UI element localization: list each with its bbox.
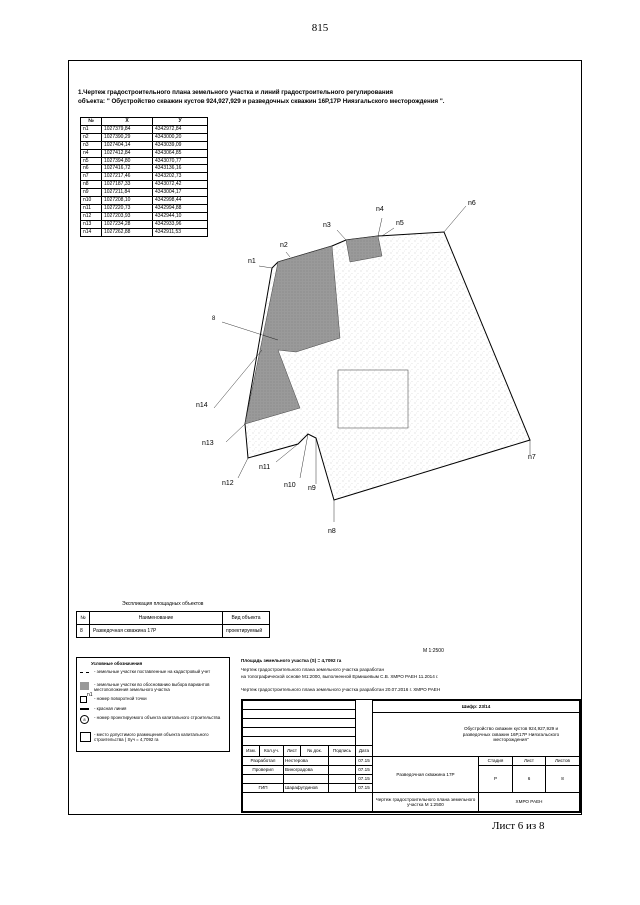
- point-label-n1: n1: [248, 258, 256, 265]
- expl-header-name: Наименование: [90, 612, 223, 625]
- coord-cell-point: n4: [81, 149, 102, 157]
- point-label-n14: n14: [196, 402, 208, 409]
- point-label-n8: n8: [328, 528, 336, 535]
- placement-symbol: [80, 732, 91, 742]
- stamp-date-3: 07.15: [355, 774, 373, 784]
- stamp-header-signature: Подпись: [328, 745, 356, 757]
- leader-n1: [259, 266, 272, 268]
- coord-cell-x: 1027203,93: [102, 212, 153, 220]
- stamp-drawing-name: Чертеж градостроительного плана земельного участка М 1:2500: [372, 792, 479, 812]
- stamp-sheets-value: 8: [545, 765, 580, 793]
- legend-text-variants: - земельные участки во обоснованию выбора вариантов местоположения земельного участка: [94, 682, 210, 692]
- point-label-n13: n13: [202, 440, 214, 447]
- point-label-n3: n3: [323, 222, 331, 229]
- point-label-n5: n5: [396, 220, 404, 227]
- legend-title: Условные обозначения: [91, 661, 143, 666]
- stamp-organization: ХМРО РАЕН: [478, 792, 580, 812]
- leader-n12: [238, 458, 248, 478]
- point-symbol-label: n1: [87, 692, 93, 698]
- info-line-2: на топографической основе М1:2000, выполненной Ермишевым С.В. ХМРО РАЕН 11.2014 г.: [241, 674, 439, 679]
- point-label-n2: n2: [280, 242, 288, 249]
- expl-cell-name: Разведочная скважина 17Р: [90, 625, 223, 638]
- coord-cell-point: n8: [81, 181, 102, 189]
- expl-cell-type: проектируемый: [223, 625, 270, 638]
- leader-n3: [337, 230, 346, 240]
- coord-cell-x: 1027234,28: [102, 220, 153, 228]
- coord-cell-x: 1027187,33: [102, 181, 153, 189]
- legend-text-placement: - место допустимого размещения объекта капитального строительства ( Sуч = 4,7092 га: [94, 732, 209, 742]
- coord-header-num: №: [81, 118, 102, 126]
- stamp-object-name: Разведочная скважина 17Р: [372, 756, 479, 793]
- stamp-name-2: Виноградова: [283, 765, 329, 775]
- area-label: Площадь земельного участка (S) = 4,7092 га: [241, 658, 342, 663]
- coord-cell-x: 1027416,72: [102, 165, 153, 173]
- coord-header-x: X: [102, 118, 153, 126]
- legend-text-object: - номер проектируемого объекта капитального строительства: [94, 715, 221, 720]
- coord-cell-y: 4343202,73: [153, 173, 208, 181]
- coord-cell-y: 4343064,85: [153, 149, 208, 157]
- coord-cell-x: 1027404,14: [102, 141, 153, 149]
- stamp-cipher: Шифр: 23/14: [372, 700, 580, 713]
- stamp-stage-value: Р: [478, 765, 513, 793]
- stamp-empty-bottom: [242, 792, 373, 812]
- coord-cell-point: n3: [81, 141, 102, 149]
- coord-cell-y: 4343039,09: [153, 141, 208, 149]
- stamp-date-1: 07.15: [355, 756, 373, 766]
- red-line-symbol: [80, 706, 89, 710]
- coord-cell-point: n5: [81, 157, 102, 165]
- stamp-header-list: Лист: [283, 745, 301, 757]
- stamp-sheet-header: Лист: [512, 756, 546, 766]
- title-line-1: 1.Чертеж градостроительного плана земельного участка и линий градостроительного регулирования: [78, 89, 394, 96]
- gray-fill-symbol: [80, 682, 89, 690]
- expl-header-type: Вид объекта: [223, 612, 270, 625]
- coord-cell-y: 4343136,16: [153, 165, 208, 173]
- point-label-n7: n7: [528, 454, 536, 461]
- info-line-3: Чертеж градостроительного плана земельного участка разработан 20.07.2016 г. ХМРО РАЕН: [241, 687, 441, 692]
- stamp-header-izm: Изм.: [242, 745, 260, 757]
- scale-label: М 1:2500: [423, 648, 444, 654]
- coord-cell-x: 1027412,84: [102, 149, 153, 157]
- coord-cell-y: 4343072,42: [153, 181, 208, 189]
- coord-cell-point: n13: [81, 220, 102, 228]
- page-number: 815: [311, 22, 329, 34]
- stamp-sheets-header: Листов: [545, 756, 580, 766]
- point-label-n6: n6: [468, 200, 476, 207]
- point-label-n12: n12: [222, 480, 234, 487]
- explication-table: [76, 611, 270, 638]
- expl-header-num: №: [77, 612, 90, 625]
- point-label-n11: n11: [259, 464, 271, 471]
- coord-cell-point: n9: [81, 189, 102, 197]
- stamp-stage-header: Стадия: [478, 756, 513, 766]
- coord-cell-point: n10: [81, 197, 102, 205]
- point-symbol: [80, 696, 87, 703]
- coord-cell-point: n1: [81, 125, 102, 133]
- explication-row: [77, 625, 270, 638]
- dashed-line-symbol: [80, 669, 89, 673]
- leader-n2: [286, 252, 290, 257]
- stamp-name-4: Шарафутдинов: [283, 783, 329, 793]
- coord-cell-point: n11: [81, 204, 102, 212]
- coord-cell-y: 4342972,84: [153, 125, 208, 133]
- stamp-name-1: Нестерова: [283, 756, 329, 766]
- coord-cell-y: 4342994,88: [153, 204, 208, 212]
- stamp-role-4: ГИП: [242, 783, 284, 793]
- stamp-date-4: 07.15: [355, 783, 373, 793]
- coord-cell-y: 4342944,10: [153, 212, 208, 220]
- coord-cell-point: n7: [81, 173, 102, 181]
- coord-header-y: У: [153, 118, 208, 126]
- stamp-header-date: Дата: [355, 745, 373, 757]
- coord-cell-point: n12: [81, 212, 102, 220]
- coord-cell-x: 1027379,84: [102, 125, 153, 133]
- legend-text-red-line: - красная линия: [94, 706, 127, 711]
- coord-cell-x: 1027217,46: [102, 173, 153, 181]
- stamp-sheet-value: 6: [512, 765, 546, 793]
- explication-caption: Экспликация площадных объектов: [122, 601, 204, 607]
- stamp-header-koluch: Кол.уч.: [259, 745, 284, 757]
- leader-n13: [226, 424, 245, 442]
- coord-cell-y: 4342998,44: [153, 197, 208, 205]
- stamp-role-1: Разработал: [242, 756, 284, 766]
- stamp-date-2: 07.15: [355, 765, 373, 775]
- legend-text-point: - номер поворотной точки: [94, 696, 147, 701]
- coord-cell-x: 1027211,84: [102, 189, 153, 197]
- coord-cell-y: 4343000,20: [153, 133, 208, 141]
- stamp-role-2: Проверил: [242, 765, 284, 775]
- coord-cell-point: n2: [81, 133, 102, 141]
- coord-cell-x: 1027394,80: [102, 157, 153, 165]
- coord-cell-y: 4342911,53: [153, 228, 208, 236]
- coord-cell-x: 1027208,10: [102, 197, 153, 205]
- coord-cell-point: n6: [81, 165, 102, 173]
- sheet-counter: Лист 6 из 8: [492, 820, 545, 832]
- stamp-project-name: [372, 712, 580, 757]
- coord-cell-y: 4342933,96: [153, 220, 208, 228]
- zone-label: 8: [212, 316, 216, 322]
- coord-cell-x: 1027390,29: [102, 133, 153, 141]
- coord-cell-x: 1027220,73: [102, 204, 153, 212]
- coord-cell-y: 4343070,77: [153, 157, 208, 165]
- title-line-2: объекта: " Обустройство скважин кустов 924,927,929 и разведочных скважин 16Р,17Р Ниязгальского месторождения ".: [78, 98, 445, 105]
- coord-cell-y: 4343004,17: [153, 189, 208, 197]
- info-line-1: Чертеж градостроительного плана земельного участка разработан: [241, 667, 385, 672]
- title-block: [241, 699, 581, 813]
- expl-cell-num: 8: [77, 625, 90, 638]
- stamp-project-text: Обустройство скважин кустов 924,927,929 и разведочных скважин 16Р,17Р Ниязгальского месторождения": [462, 726, 560, 743]
- legend-text-cadastral: - земельные участки поставленные на кадастровый учет: [94, 669, 211, 674]
- explication-header-row: [77, 612, 270, 625]
- stamp-header-doc: № док.: [300, 745, 329, 757]
- coord-cell-point: n14: [81, 228, 102, 236]
- leader-n6: [444, 206, 466, 232]
- leader-n4: [378, 218, 382, 236]
- point-label-n4: n4: [376, 206, 384, 213]
- point-label-n9: n9: [308, 485, 316, 492]
- point-label-n10: n10: [284, 482, 296, 489]
- object-number-symbol: 8: [80, 715, 89, 724]
- coord-cell-x: 1027262,88: [102, 228, 153, 236]
- legend-box: [76, 657, 230, 752]
